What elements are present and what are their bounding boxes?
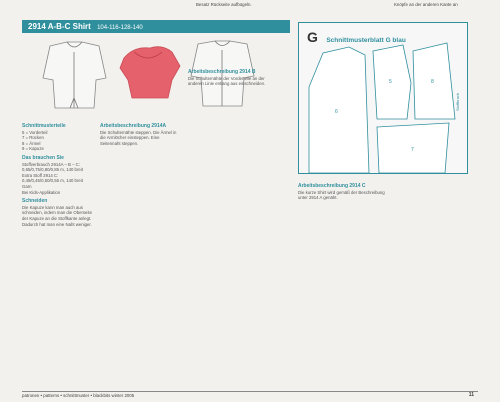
- page-footer: [22, 391, 478, 399]
- fold-label: Stoffbruch: [455, 92, 460, 111]
- materials-line: 0,45/0,45/0,50/0,55 m, 140 breit: [22, 178, 83, 184]
- arbeit-b-heading: Arbeitsbeschreibung 2914 B: [188, 69, 256, 75]
- materials-line: Garn: [22, 183, 32, 189]
- piece-label-7: 7: [411, 147, 414, 153]
- pattern-sheet-box: [298, 22, 468, 174]
- arbeit-a-heading: Arbeitsbeschreibung 2914A: [100, 123, 167, 129]
- shirt-title: 2914 A-B-C Shirt: [28, 22, 91, 31]
- shirt-sketch-a: [43, 42, 106, 108]
- top-note-right: Knöpfe an der anderen Kante an: [394, 2, 458, 7]
- materials-heading: Das brauchen Sie: [22, 154, 64, 161]
- pattern-piece-5: [373, 45, 411, 119]
- materials-line: Extra Stoff 2914 C:: [22, 172, 59, 178]
- materials-line: 0,65/0,75/0,80/0,85 m, 140 breit: [22, 167, 83, 173]
- pattern-sheet-letter: G: [307, 29, 318, 45]
- pattern-sheet-title: Schnittmusterblatt G blau: [326, 37, 406, 44]
- section-title-bar: [22, 20, 290, 33]
- schneiden-heading: Schneiden: [22, 198, 48, 205]
- pattern-piece-6: [309, 47, 369, 173]
- arbeit-b-text: Die Schulternähte der Vorderteile an der anderen Linie entlang aus einschneiden.: [188, 75, 266, 87]
- page-number: 11: [468, 392, 474, 398]
- arbeit-c-text: Die kurze Shirt wird gemäß der Beschreibung unter 2914 A genäht.: [298, 189, 385, 201]
- column-third: [188, 70, 276, 87]
- part-item: 5 = Vorderteil: [22, 129, 48, 135]
- column-second: [100, 124, 178, 146]
- arbeit-a-text: Die Schulternähte steppen. Die Ärmel in die Armlöcher einsteppen. Eine Seitennaht steppen.: [100, 129, 177, 146]
- part-item: 8 = Ärmel: [22, 140, 41, 146]
- piece-label-5: 5: [389, 79, 392, 85]
- materials-line: Stoffverbrauch 2914A – B – C:: [22, 161, 80, 167]
- schneiden-text: Die Kapuze kann man auch aus schneiden, indem man die Oberseite der Kapuze an die Stoffkante anlegt. Dadurch hat man eine Naht weniger.: [22, 204, 92, 227]
- pattern-pieces-diagram: [299, 23, 467, 173]
- part-item: 7 = Rücken: [22, 135, 44, 141]
- materials-line: Bei Kids-Applikation: [22, 189, 61, 195]
- arbeit-c-heading: Arbeitsbeschreibung 2914 C: [298, 183, 366, 189]
- shirt-sketch-b: [120, 47, 180, 98]
- pattern-piece-8: [413, 43, 455, 119]
- piece-label-8: 8: [431, 79, 434, 85]
- shirt-sizes: 104-116-128-140: [97, 25, 143, 31]
- column-fourth: [298, 184, 388, 201]
- footer-text: patronen • patterns • schnittmuster • blackbits winter 2005: [22, 393, 135, 398]
- part-item: 9 = Kapuze: [22, 146, 44, 152]
- schnittmusterteile-heading: Schnittmusterteile: [22, 123, 66, 129]
- top-note-left: Besatz Rückseite aufbügeln.: [196, 2, 252, 7]
- column-left: [22, 124, 92, 227]
- piece-label-6: 6: [335, 109, 338, 115]
